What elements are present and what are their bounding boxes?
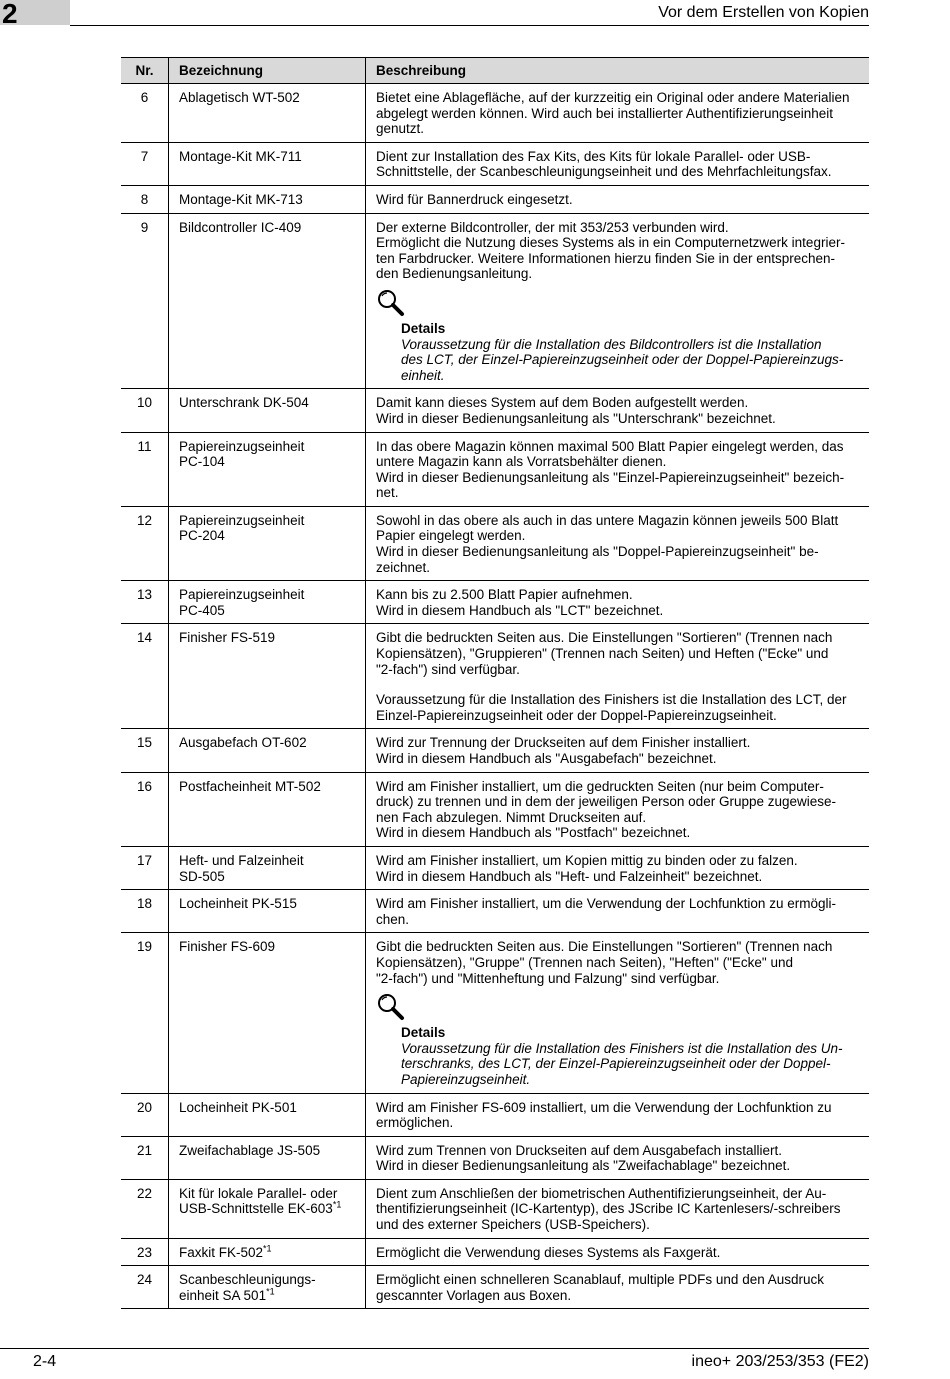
description-line: Wird am Finisher installiert, um Kopien mittig zu binden oder zu falzen. [376,852,798,868]
item-name-text: Kit für lokale Parallel- oder [179,1185,338,1201]
description-line: abgelegt werden können. Wird auch bei installierter Authentifizierungseinheit [376,105,834,121]
item-name [169,1238,366,1266]
description-line: den Bedienungsanleitung. [376,266,533,282]
row-number: 22 [121,1179,169,1238]
item-name [169,772,366,846]
table-row [121,506,869,580]
row-number: 13 [121,581,169,624]
item-description [366,1136,870,1179]
row-number: 9 [121,213,169,389]
description-line: Gibt die bedruckten Seiten aus. Die Einstellungen "Sortieren" (Trennen nach [376,630,833,646]
item-name [169,432,366,506]
item-description [366,1093,870,1136]
item-name [169,846,366,889]
column-header-nr: Nr. [121,58,169,84]
row-number: 24 [121,1266,169,1309]
item-description [366,772,870,846]
description-line: Ermöglicht einen schnelleren Scanablauf, multiple PDFs und den Ausdruck [376,1272,824,1288]
description-line: druck) zu trennen und in dem der jeweiligen Person oder Gruppe zugewiese- [376,794,837,810]
item-name-line [179,1245,355,1261]
table-row [121,1266,869,1309]
item-name-line [179,220,355,236]
row-number: 11 [121,432,169,506]
description-line: Wird am Finisher installiert, um die Verwendung der Lochfunktion zu ermögli- [376,896,836,912]
description-line: Kopiensätzen), "Gruppieren" (Trennen nach Seiten) und Heften ("Ecke" und [376,646,829,662]
page-number: 2-4 [33,1353,57,1370]
item-name-line [179,896,355,912]
table-row [121,846,869,889]
item-name-line [179,1288,355,1304]
table-row [121,581,869,624]
description-line: "2-fach") sind verfügbar. [376,661,520,677]
description-line [376,677,859,692]
description-line: Kopiensätzen), "Gruppe" (Trennen nach Seiten), "Heften" ("Ecke" und [376,954,793,970]
item-name-line [179,630,355,646]
item-name-text: einheit SA 501 [179,1287,267,1303]
description-line: Wird am Finisher installiert, um die gedruckten Seiten (nur beim Computer- [376,778,824,794]
item-name-text: Montage-Kit MK-713 [179,191,303,207]
footnote-marker: *1 [266,1286,275,1297]
item-name-text: Papiereinzugseinheit [179,587,305,603]
item-description [366,185,870,213]
item-name-line [179,454,355,470]
row-number: 20 [121,1093,169,1136]
description-line: Einzel-Papiereinzugseinheit oder der Doppel-Papiereinzugseinheit. [376,707,777,723]
item-name [169,624,366,729]
table-row [121,1136,869,1179]
description-line: Schnittstelle, der Scanbeschleunigungseinheit und des Mehrfachleitungsfax. [376,164,832,180]
item-name-line [179,869,355,885]
item-description [366,389,870,432]
table-row [121,1179,869,1238]
description-line: Sowohl in das obere als auch in das untere Magazin können jeweils 500 Blatt [376,512,839,528]
description-line: Wird in dieser Bedienungsanleitung als "Doppel-Papiereinzugseinheit" be- [376,544,819,560]
description-line: Kann bis zu 2.500 Blatt Papier aufnehmen. [376,587,633,603]
details-text-line: Voraussetzung für die Installation des Finishers ist die Installation des Un- [401,1040,843,1056]
item-description [366,432,870,506]
item-name-text: Unterschrank DK-504 [179,395,309,411]
description-line: Gibt die bedruckten Seiten aus. Die Einstellungen "Sortieren" (Trennen nach [376,939,833,955]
table-row [121,890,869,933]
item-name-text: Ablagetisch WT-502 [179,90,300,105]
details-text-line: einheit. [401,367,445,383]
item-name-text: Montage-Kit MK-711 [179,148,302,164]
description-line: Wird am Finisher FS-609 installiert, um die Verwendung der Lochfunktion zu [376,1099,832,1115]
description-line: Dient zum Anschließen der biometrischen Authentifizierungseinheit, der Au- [376,1185,827,1201]
description-line: Voraussetzung für die Installation des Finishers ist die Installation des LCT, der [376,692,847,708]
chapter-badge [0,0,70,29]
item-name [169,1093,366,1136]
item-description [366,933,870,1093]
item-description [366,213,870,389]
description-line: Wird für Bannerdruck eingesetzt. [376,191,573,207]
item-description [366,581,870,624]
description-line: Wird in diesem Handbuch als "Heft- und Falzeinheit" bezeichnet. [376,868,763,884]
item-name-text: PC-204 [179,528,225,544]
item-name [169,213,366,389]
item-description [366,729,870,772]
item-name [169,933,366,1093]
item-name-text: Locheinheit PK-515 [179,896,297,912]
description-line: nen Fach abzulegen. Nimmt Druckseiten auf. [376,809,647,825]
chapter-number: 2 [2,0,18,29]
product-name: ineo+ 203/253/353 (FE2) [691,1353,869,1370]
table-row [121,729,869,772]
row-number: 6 [121,84,169,143]
item-name [169,1179,366,1238]
description-line: thentifizierungseinheit (IC-Kartentyp), des JScribe IC Kartenlesers/-schreibers [376,1201,841,1217]
description-line: Bietet eine Ablagefläche, auf der kurzzeitig ein Original oder andere Materialien [376,90,850,105]
item-name [169,581,366,624]
description-line: ten Farbdrucker. Weitere Informationen hierzu finden Sie in der entsprechen- [376,250,835,266]
details-title: Details [401,320,446,336]
description-line: untere Magazin kann als Vorratsbehälter dienen. [376,454,667,470]
item-name-line [179,939,355,955]
item-name-line [179,735,355,751]
footnote-marker: *1 [332,1199,342,1210]
item-name-text: Finisher FS-519 [179,630,276,646]
item-name [169,84,366,143]
table-row [121,432,869,506]
item-description [366,1266,870,1309]
row-number: 17 [121,846,169,889]
description-line: Wird in dieser Bedienungsanleitung als "Zweifachablage" bezeichnet. [376,1158,791,1174]
item-name [169,729,366,772]
item-name-text: PC-405 [179,602,225,618]
description-line: In das obere Magazin können maximal 500 Blatt Papier eingelegt werden, das [376,438,844,454]
details-note [376,992,859,1087]
item-description [366,624,870,729]
description-line: Wird zum Trennen von Druckseiten auf dem Ausgabefach installiert. [376,1142,782,1158]
description-line: Wird in diesem Handbuch als "Ausgabefach" bezeichnet. [376,751,717,766]
item-name [169,1266,366,1309]
item-name-text: Ausgabefach OT-602 [179,735,307,751]
description-line: zeichnet. [376,559,431,575]
item-name-line [179,603,355,619]
item-name-line [179,90,355,106]
details-note [376,288,859,383]
item-name-line [179,513,355,529]
item-description [366,142,870,185]
description-line: Wird in dieser Bedienungsanleitung als "Einzel-Papiereinzugseinheit" bezeich- [376,469,845,485]
description-line: Ermöglicht die Nutzung dieses Systems als in ein Computernetzwerk integrier- [376,235,845,251]
row-number: 8 [121,185,169,213]
item-name [169,142,366,185]
item-name-line [179,439,355,455]
magnifier-icon [376,992,406,1022]
magnifier-icon [376,288,406,318]
item-name [169,506,366,580]
description-line: Wird in dieser Bedienungsanleitung als "Unterschrank" bezeichnet. [376,410,776,426]
description-line: Ermöglicht die Verwendung dieses Systems als Faxgerät. [376,1244,721,1260]
item-name [169,890,366,933]
description-line: gescannter Vorlagen aus Boxen. [376,1287,572,1303]
table-row [121,389,869,432]
row-number: 16 [121,772,169,846]
item-description [366,84,870,143]
item-name-text: Bildcontroller IC-409 [179,219,302,235]
description-line: Dient zur Installation des Fax Kits, des Kits für lokale Parallel- oder USB- [376,148,811,164]
row-number: 12 [121,506,169,580]
table-row [121,1238,869,1266]
table-row [121,933,869,1093]
item-name-text: Heft- und Falzeinheit [179,852,304,868]
row-number: 21 [121,1136,169,1179]
item-name-line [179,587,355,603]
item-name-text: Papiereinzugseinheit [179,438,305,454]
item-description [366,890,870,933]
item-name [169,185,366,213]
item-name [169,1136,366,1179]
item-name-line [179,1186,355,1202]
table-row [121,213,869,389]
description-line: genutzt. [376,121,425,137]
description-line: Damit kann dieses System auf dem Boden aufgestellt werden. [376,395,749,411]
table-row [121,142,869,185]
item-description [366,1179,870,1238]
item-name-line [179,1100,355,1116]
footer-rule [0,1348,869,1349]
description-line: chen. [376,911,410,927]
description-line: Wird in diesem Handbuch als "Postfach" bezeichnet. [376,825,691,841]
item-name-text: Faxkit FK-502 [179,1244,264,1260]
description-line: "2-fach") und "Mittenheftung und Falzung" sind verfügbar. [376,970,720,986]
options-table [121,57,869,1309]
item-name-line [179,528,355,544]
footnote-marker: *1 [263,1243,272,1254]
item-name-line [179,1201,355,1217]
item-name-line [179,853,355,869]
table-row [121,185,869,213]
row-number: 14 [121,624,169,729]
table-row [121,84,869,143]
column-header-name: Bezeichnung [169,58,366,84]
table-row [121,1093,869,1136]
table-row [121,772,869,846]
item-name-line [179,149,355,165]
item-name-line [179,395,355,411]
description-line: Wird in diesem Handbuch als "LCT" bezeichnet. [376,602,664,618]
item-description [366,1238,870,1266]
item-name-text: SD-505 [179,868,225,884]
item-description [366,506,870,580]
description-line: ermöglichen. [376,1115,454,1131]
row-number: 18 [121,890,169,933]
details-text-line: Papiereinzugseinheit. [401,1071,531,1087]
item-name-line [179,1143,355,1159]
header-rule [70,25,869,26]
item-name-text: PC-104 [179,454,225,470]
description-line: Papier eingelegt werden. [376,528,526,544]
item-name-text: Scanbeschleunigungs- [179,1272,316,1288]
description-line: Der externe Bildcontroller, der mit 353/253 verbunden wird. [376,219,729,235]
row-number: 7 [121,142,169,185]
table-body [121,84,869,1309]
item-name-line [179,192,355,208]
description-line: und des externer Speichers (USB-Speichers). [376,1217,650,1233]
table-header-row [121,58,869,84]
description-line: Wird zur Trennung der Druckseiten auf dem Finisher installiert. [376,735,751,751]
details-text-line: terschranks, des LCT, der Einzel-Papiereinzugseinheit oder der Doppel- [401,1056,831,1072]
item-name-line [179,779,355,795]
item-name-text: Finisher FS-609 [179,939,276,955]
item-name-text: Postfacheinheit MT-502 [179,778,321,794]
row-number: 10 [121,389,169,432]
row-number: 19 [121,933,169,1093]
item-name-text: Zweifachablage JS-505 [179,1142,321,1158]
description-line: net. [376,485,399,501]
item-name [169,389,366,432]
column-header-description: Beschreibung [366,58,870,84]
details-text-line: Voraussetzung für die Installation des Bildcontrollers ist die Installation [401,336,822,352]
table-row [121,624,869,729]
item-name-text: USB-Schnittstelle EK-603 [179,1201,333,1217]
item-name-text: Locheinheit PK-501 [179,1099,297,1115]
running-header-title: Vor dem Erstellen von Kopien [658,4,869,21]
row-number: 15 [121,729,169,772]
item-name-text: Papiereinzugseinheit [179,512,305,528]
details-text-line: des LCT, der Einzel-Papiereinzugseinheit oder der Doppel-Papiereinzugs- [401,352,844,368]
row-number: 23 [121,1238,169,1266]
item-description [366,846,870,889]
details-title: Details [401,1025,446,1041]
